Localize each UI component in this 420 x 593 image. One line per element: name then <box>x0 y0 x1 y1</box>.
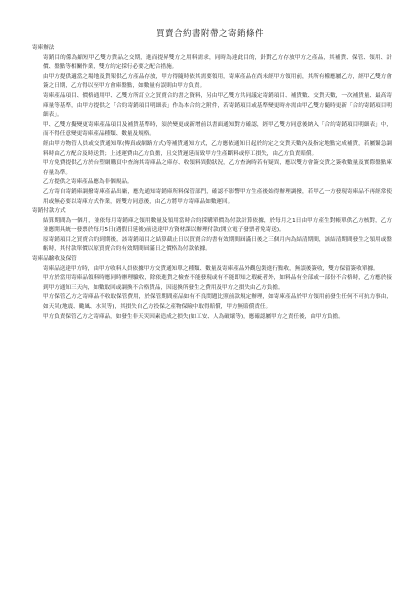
paragraph: 原寄銷項目之買賣合約到期後，該寄銷項目之結算截止日以買賣合約書有效期間屆滿日後之三個月內為結清期間，該結清期間發生之領用或盤虧時，其付款單價以原買賣合約有效期間屆滿日之價格為付款依據。 <box>43 236 392 253</box>
paragraph: 甲方於當用寄庫品領料時應同時辦理驗收，除依進貨之檢查不能發現或有不能即知之瑕疵者外，如料品有全部或一部份不合格時，乙方應於接到甲方通知三天內，如數取回或調換不合格貨品，因退換所發生之費用及甲方之損失由乙方負擔。 <box>43 275 392 291</box>
paragraph: 甲方負責保管乙方之寄庫品，如發生非天災因素造成之損失(如工安、人為破壞等)，應確認屬甲方之責任後，由甲方負擔。 <box>43 313 344 320</box>
section-payment-method <box>32 207 392 255</box>
paragraph: 結算期間為一個月，並依每月寄銷庫之領用數量及領用當時合約採購單價為付款計算依據，於每月之1日由甲方產生對帳單供乙方核對，乙方並應開具統一發票於每月5日(遇假日延後)前送達甲方資材課以辦理付款(開立電子發票者免寄送)。 <box>43 217 392 234</box>
paragraph: 寄庫產品項目、價格通用甲、乙雙方所訂立之買賣合約書之資料，另由甲乙雙方共同議定寄銷項目、補貨數、交貨天數，一次補貨量、最高寄庫量等基準，由甲方提供之「合約寄銷項目明細表」作為本合約之附件，若寄銷項目或基準變更時亦需由甲乙雙方隨時更新「合約寄銷項目明細表」。 <box>43 92 392 119</box>
section-heading: 寄銷付款方式 <box>32 208 66 215</box>
paragraph: 寄銷目的係為縮短甲乙雙方貨品之交期，進而提昇雙方之用料需求，同時為達此目的，針對乙方存放甲方之產品，其補貨、保管、領用、計價、盤點等相關作業，雙方約定採行必要之配合措施。 <box>43 54 392 71</box>
paragraph: 乙方寄自寄銷庫調撥寄庫產品出廠，應先通知寄銷庫所料保管部門，確認不影響甲方生產後始得辦理調撥，若甲乙一方發現寄庫品不再經常使用或無必要以寄庫方式作業，經雙方同意後，由乙方將甲方寄庫品如數運回。 <box>43 188 392 205</box>
paragraph: 甲、乙雙方擬變更寄庫產品項目及補貨基準時，須於變更或新增前以書面通知對方確認，經甲乙雙方同意後納入「合約寄銷項目明細表」中，而不得任意變更寄庫產品種類、數量及規格。 <box>43 121 392 138</box>
section-heading: 寄庫品驗收及保管 <box>32 256 77 263</box>
document-body <box>32 44 392 322</box>
paragraph: 由甲方提供適當之場地及貨架供乙方產品存放，甲方得隨時依其需要領用，寄庫產品在尚未經甲方領用前，其所有權應屬乙方，經甲乙雙方會簽之日期，乙方得以至甲方會庫盤點，如數量有誤則由甲方負責。 <box>43 73 392 90</box>
section-heading: 寄庫辦法 <box>32 45 55 51</box>
document-title: 買賣合約書附帶之寄銷條件 <box>155 29 264 39</box>
paragraph: 乙方提供之寄庫產品應為非個規品。 <box>43 179 133 186</box>
paragraph: 經由甲方物管人員或交貨通知單(傳真或網路方式)等補貨通知方式，乙方應依通知日起於約定之交貨天數內及指定地點完成補貨，若屬緊急調料時由乙方配合及時送貨；上述運費由乙方負擔，且交貨遲延而致甲方生產斷料或停工損失，由乙方負責賠償。 <box>43 140 392 157</box>
section-inspection-storage <box>32 255 392 322</box>
paragraph: 甲方保管乙方之寄庫品不收取保管費用，於保管期間產品如有不良問題比照前款規定辦理，如寄庫產品於甲方領用前發生任何不可抗力事由，如天災(地震、颱風、水災等)，其損失自乙方投保之產物保險中取得賠償，甲方無賠償責任。 <box>43 294 392 311</box>
paragraph: 甲方免費提供乙方於台塑網購頁中查詢其寄庫品之庫存、收領料異動狀況，乙方查詢時若有疑異，應以雙方會簽交貨之簽收數量及實際盤點庫存量為準。 <box>43 160 392 176</box>
section-consignment-method <box>32 44 392 207</box>
paragraph: 寄庫品送達甲方時，由甲方收料人員依據甲方交貨通知單之種類、數量及寄庫產品外觀包裝進行點收，無誤後簽收，雙方保留簽收單據。 <box>43 265 379 272</box>
